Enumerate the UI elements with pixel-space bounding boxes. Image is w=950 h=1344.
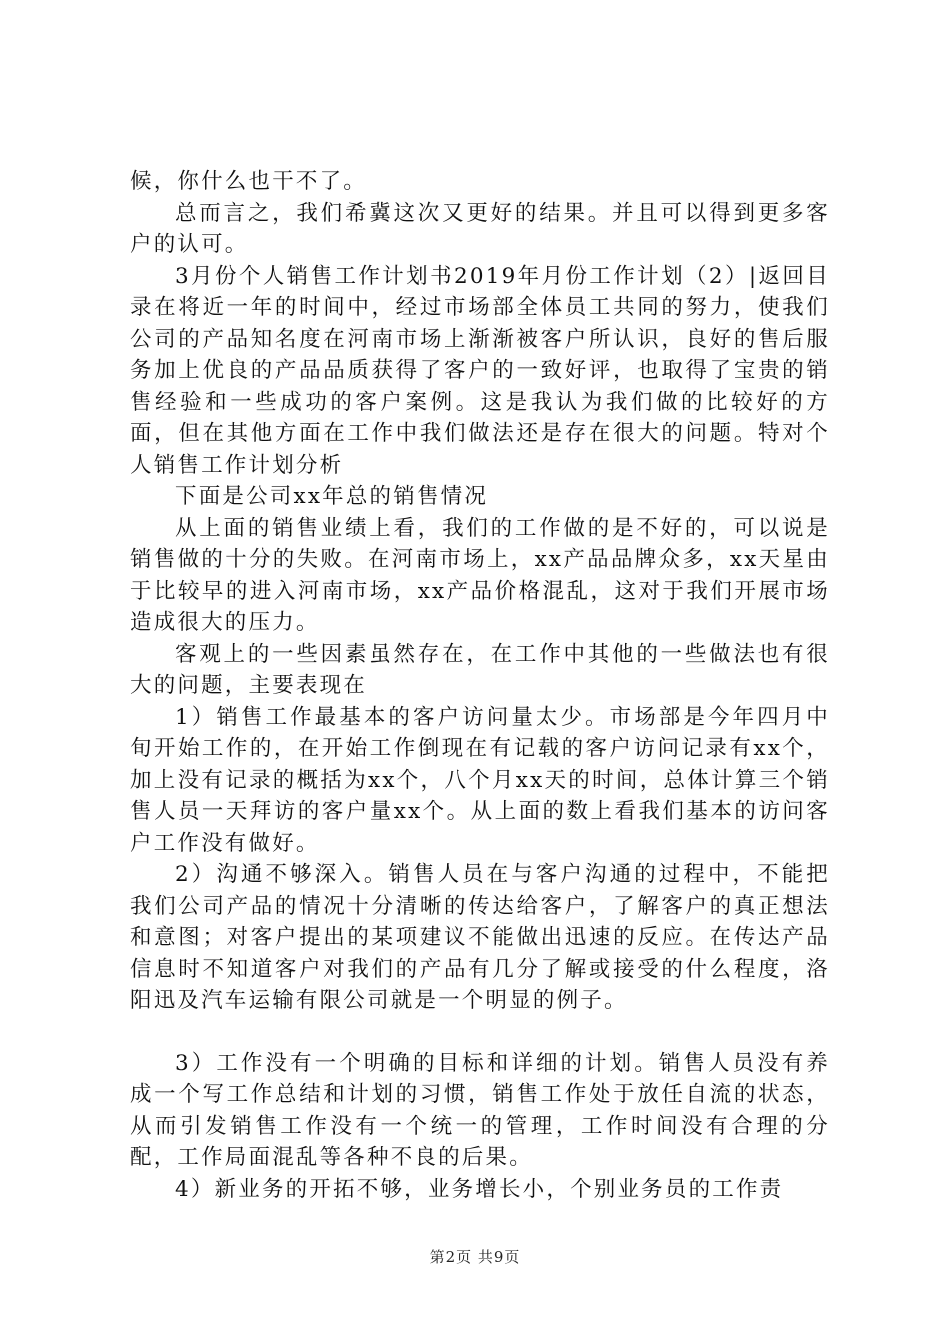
- page-footer: 第2页 共9页: [429, 1248, 521, 1266]
- paragraph-point-2: 2）沟通不够深入。销售人员在与客户沟通的过程中，不能把我们公司产品的情况十分清晰的传达给客户，了解客户的真正想法和意图；对客户提出的某项建议不能做出迅速的反应。在传达产品信息时不知道客户对我们的产品有几分了解或接受的什么程度，洛阳迅及汽车运输有限公司就是一个明显的例子。: [130, 862, 830, 1013]
- paragraph-plan-intro: 3月份个人销售工作计划书2019年月份工作计划（2）|返回目录在将近一年的时间中，经过市场部全体员工共同的努力，使我们公司的产品知名度在河南市场上渐渐被客户所认识，良好的售后服务加上优良的产品品质获得了客户的一致好评，也取得了宝贵的销售经验和一些成功的客户案例。这是我认为我们做的比较好的方面，但在其他方面在工作中我们做法还是存在很大的问题。特对个人销售工作计划分析: [130, 263, 830, 478]
- paragraph-point-3: 3）工作没有一个明确的目标和详细的计划。销售人员没有养成一个写工作总结和计划的习惯，销售工作处于放任自流的状态，从而引发销售工作没有一个统一的管理，工作时间没有合理的分配，工作局面混乱等各种不良的后果。: [130, 1050, 830, 1170]
- paragraph-continuation: 候，你什么也干不了。: [130, 169, 368, 194]
- paragraph-performance: 从上面的销售业绩上看，我们的工作做的是不好的，可以说是销售做的十分的失败。在河南市场上，xx产品品牌众多，xx天星由于比较早的进入河南市场，xx产品价格混乱，这对于我们开展市场造成很大的压力。: [130, 515, 830, 635]
- document-body: [130, 166, 830, 1205]
- paragraph-point-4: 4）新业务的开拓不够，业务增长小，个别业务员的工作责: [175, 1176, 784, 1202]
- paragraph-summary: 总而言之，我们希冀这次又更好的结果。并且可以得到更多客户的认可。: [130, 200, 830, 257]
- paragraph-problems-intro: 客观上的一些因素虽然存在，在工作中其他的一些做法也有很大的问题，主要表现在: [130, 641, 830, 698]
- paragraph-sales-overview: 下面是公司xx年总的销售情况: [175, 484, 489, 509]
- paragraph-point-1: 1）销售工作最基本的客户访问量太少。市场部是今年四月中旬开始工作的，在开始工作倒现在有记载的客户访问记录有xx个，加上没有记录的概括为xx个，八个月xx天的时间，总体计算三个销售人员一天拜访的客户量xx个。从上面的数上看我们基本的访问客户工作没有做好。: [130, 704, 830, 856]
